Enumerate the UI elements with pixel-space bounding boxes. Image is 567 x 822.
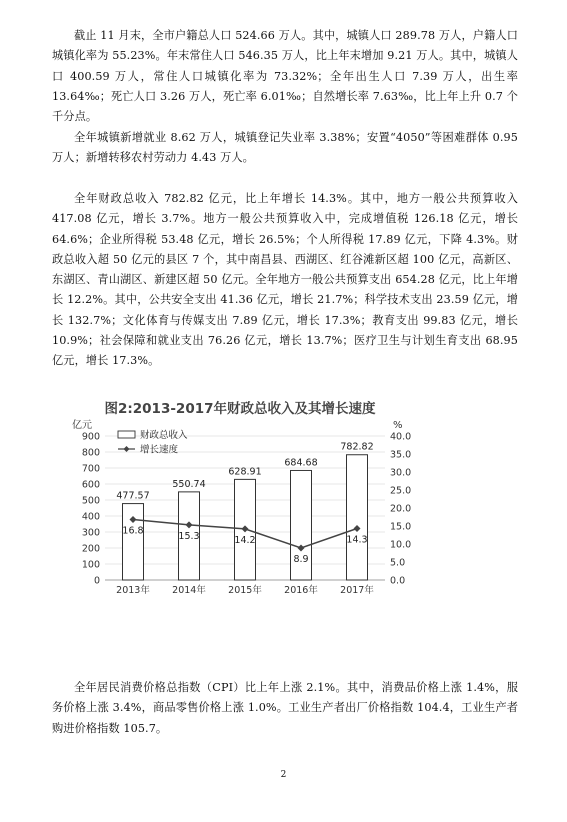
y-left-tick-label: 400 (81, 511, 100, 523)
y-right-label: % (393, 420, 403, 431)
x-tick-label: 2017年 (340, 585, 374, 596)
x-tick-label: 2014年 (172, 585, 206, 596)
legend-line-label: 增长速度 (140, 444, 179, 456)
finance-chart (60, 398, 420, 618)
y-right-ticks (390, 432, 411, 587)
paragraph-population: 截止 11 月末，全市户籍总人口 524.66 万人。其中，城镇人口 289.78 万人，户籍人口城镇化率为 55.23%。年末常住人口 546.35 万人，比上年末增加 9.21 万人。其中，城镇人口 400.59 万人，常住人口城镇化率为 73.32%；全年出生人口 7.39 万人，出生率 13.64‰；死亡人口 3.26 万人，死亡率 6.01‰；自然增长率 7.63‰，比上年上升 0.7 个千分点。 (52, 29, 518, 124)
y-right-tick-label: 40.0 (390, 431, 412, 443)
growth-value-label: 14.3 (346, 534, 368, 546)
growth-value-label: 8.9 (293, 553, 309, 565)
y-left-tick-label: 200 (81, 543, 100, 555)
y-left-tick-label: 800 (81, 447, 100, 459)
chart-legend (118, 429, 188, 456)
y-left-tick-label: 700 (81, 463, 100, 475)
growth-value-label: 15.3 (178, 530, 200, 542)
y-right-tick-label: 5.0 (390, 557, 406, 569)
y-left-ticks (82, 432, 100, 587)
bar-value-label: 628.91 (228, 466, 262, 478)
y-right-tick-label: 15.0 (390, 521, 412, 533)
y-right-tick-label: 10.0 (390, 539, 412, 551)
y-right-tick-label: 20.0 (390, 503, 412, 515)
y-right-tick-label: 35.0 (390, 449, 412, 461)
x-axis-ticks (116, 584, 374, 596)
y-left-tick-label: 0 (93, 575, 100, 587)
paragraph-employment: 全年城镇新增就业 8.62 万人，城镇登记失业率 3.38%；安置“4050”等困难群体 0.95 万人；新增转移农村劳动力 4.43 万人。 (52, 131, 518, 165)
legend-bar-label: 财政总收入 (140, 430, 188, 441)
x-tick-label: 2016年 (284, 585, 318, 596)
y-left-tick-label: 900 (81, 431, 100, 443)
y-left-tick-label: 100 (81, 559, 100, 571)
bar-value-label: 684.68 (284, 457, 318, 469)
bar-value-label: 782.82 (340, 441, 374, 453)
y-left-tick-label: 500 (81, 495, 100, 507)
growth-value-label: 16.8 (122, 525, 144, 537)
bar-value-label: 477.57 (116, 490, 150, 502)
y-right-tick-label: 25.0 (390, 485, 412, 497)
legend-bar-swatch (118, 431, 135, 438)
y-right-tick-label: 30.0 (390, 467, 412, 479)
y-left-tick-label: 600 (81, 479, 100, 491)
bar-value-label: 550.74 (172, 478, 206, 490)
paragraph-prices: 全年居民消费价格总指数（CPI）比上年上涨 2.1%。其中，消费品价格上涨 1.4%，服务价格上涨 3.4%，商品零售价格上涨 1.0%。工业生产者出厂价格指数 104.4，工业生产者购进价格指数 105.7。 (52, 681, 518, 735)
y-left-label: 亿元 (72, 420, 92, 431)
paragraph-finance: 全年财政总收入 782.82 亿元，比上年增长 14.3%。其中，地方一般公共预算收入 417.08 亿元，增长 3.7%。地方一般公共预算收入中，完成增值税 126.18 亿元，增长 64.6%；企业所得税 53.48 亿元，增长 26.5%；个人所得税 17.89 亿元，下降 4.3%。财政总收入超 50 亿元的县区 7 个，其中南昌县、西湖区、红谷滩新区超 100 亿元，高新区、东湖区、青山湖区、新建区超 50 亿元。全年地方一般公共预算支出 654.28 亿元，比上年增长 12.2%。其中，公共安全支出 41.36 亿元，增长 21.7%；科学技术支出 23.59 亿元，增长 132.7%；文化体育与传媒支出 7.89 亿元，增长 17.3%；教育支出 99.83 亿元，增长 10.9%；社会保障和就业支出 76.26 亿元，增长 13.7%；医疗卫生与计划生育支出 68.95 亿元，增长 17.3%。 (52, 192, 518, 368)
x-tick-label: 2013年 (116, 585, 150, 596)
bar (123, 504, 144, 580)
y-right-tick-label: 0.0 (390, 575, 406, 587)
page-number: 2 (280, 770, 287, 780)
chart-title: 图2:2013-2017年财政总收入及其增长速度 (104, 401, 376, 417)
y-left-tick-label: 300 (81, 527, 100, 539)
growth-value-label: 14.2 (234, 534, 256, 546)
legend-line-marker (124, 446, 130, 452)
x-tick-label: 2015年 (228, 585, 262, 596)
bar (347, 455, 368, 580)
